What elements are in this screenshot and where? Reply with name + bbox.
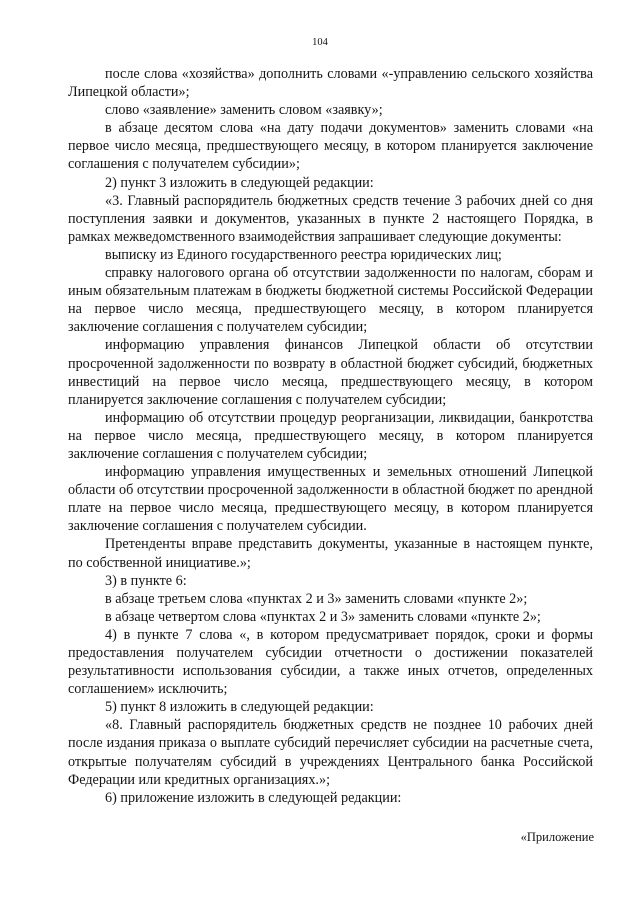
appendix-label: «Приложение (520, 830, 594, 844)
paragraph: справку налогового органа об отсутствии задолженности по налогам, сборам и иным обязательным платежам в бюджеты бюджетной системы Российской Федерации на первое число месяца, предшествующего месяцу, в котором планируется заключение соглашения с получателем субсидии; (68, 265, 593, 336)
paragraph: после слова «хозяйства» дополнить словами «-управлению сельского хозяйства Липецкой области»; (68, 66, 593, 101)
paragraph: в абзаце десятом слова «на дату подачи документов» заменить словами «на первое число месяца, предшествующего месяцу, в котором планируется заключение соглашения с получателем субсидии»; (68, 120, 593, 173)
paragraph: 5) пункт 8 изложить в следующей редакции: (105, 699, 374, 716)
page-number: 104 (312, 37, 328, 48)
paragraph: в абзаце четвертом слова «пунктах 2 и 3» заменить словами «пункте 2»; (105, 608, 541, 625)
paragraph: информацию управления финансов Липецкой области об отсутствии просроченной задолженности по возврату в областной бюджет субсидий, бюджетных инвестиций на первое число месяца, предшествующего месяцу, в котором планируется заключение соглашения с получателем субсидии; (68, 337, 593, 408)
paragraph: 3) в пункте 6: (105, 572, 187, 589)
paragraph: «8. Главный распорядитель бюджетных средств не позднее 10 рабочих дней после издания приказа о выплате субсидий перечисляет субсидии на расчетные счета, открытые получателям субсидий в учреждениях Центрального банка Российской Федерации или кредитных организациях.»; (68, 717, 593, 788)
paragraph: информацию управления имущественных и земельных отношений Липецкой области об отсутствии просроченной задолженности в областной бюджет по арендной плате на первое число месяца, предшествующего месяцу, в котором планируется заключение соглашения с получателем субсидии. (68, 464, 593, 535)
paragraph: 4) в пункте 7 слова «, в котором предусматривает порядок, сроки и формы предоставления получателем субсидии отчетности о достижении показателей результативности использования субсидии, а также иных отчетов, определенных соглашением» исключить; (68, 626, 593, 698)
paragraph: информацию об отсутствии процедур реорганизации, ликвидации, банкротства на первое число месяца, предшествующего месяцу, в котором планируется заключение соглашения с получателем субсидии; (68, 409, 593, 462)
paragraph: слово «заявление» заменить словом «заявку»; (105, 102, 383, 119)
paragraph: в абзаце третьем слова «пунктах 2 и 3» заменить словами «пункте 2»; (105, 590, 528, 607)
paragraph: 2) пункт 3 изложить в следующей редакции: (105, 174, 374, 191)
paragraph: Претенденты вправе представить документы, указанные в настоящем пункте, по собственной инициативе.»; (68, 536, 593, 571)
document-body (68, 65, 593, 807)
paragraph: «3. Главный распорядитель бюджетных средств течение 3 рабочих дней со дня поступления заявки и документов, указанных в пункте 2 настоящего Порядка, в рамках межведомственного взаимодействия запрашивает следующие документы: (68, 192, 593, 245)
paragraph: выписку из Единого государственного реестра юридических лиц; (105, 246, 502, 263)
paragraph: 6) приложение изложить в следующей редакции: (105, 789, 402, 806)
